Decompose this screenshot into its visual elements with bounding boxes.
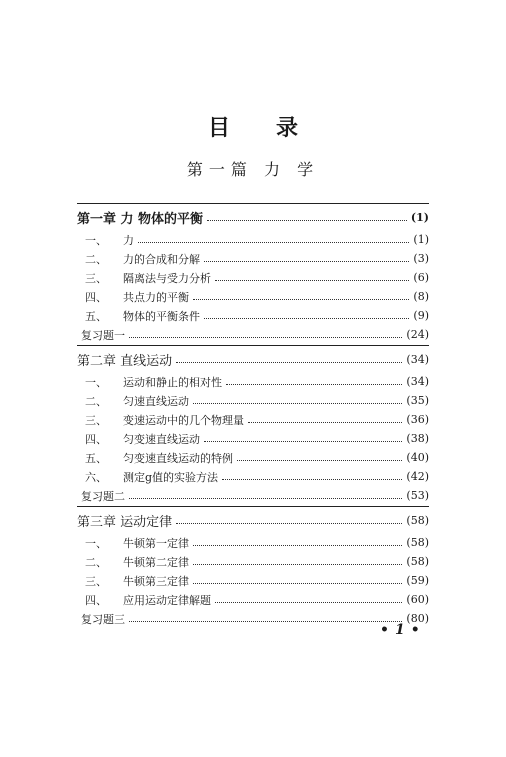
dot-leader xyxy=(129,337,402,338)
entry-number: 二、 xyxy=(85,555,107,569)
page-number: (58) xyxy=(406,536,429,549)
toc-entry[interactable] xyxy=(77,533,429,552)
folio-page-number: •1• xyxy=(380,622,426,638)
dot-leader xyxy=(193,545,402,546)
review-label: 复习题二 xyxy=(81,489,125,503)
entry-number: 四、 xyxy=(85,432,107,446)
dot-leader xyxy=(204,318,409,319)
page-number: (34) xyxy=(406,375,429,388)
toc-entry[interactable] xyxy=(77,429,429,448)
dot-leader xyxy=(176,362,402,363)
table-of-contents xyxy=(77,202,429,628)
toc-entry[interactable] xyxy=(77,268,429,287)
entry-label: 牛顿第三定律 xyxy=(123,574,189,588)
toc-chapter[interactable] xyxy=(77,508,429,533)
chapter-label: 第一章 力 物体的平衡 xyxy=(77,212,204,227)
page-number: (1) xyxy=(410,211,429,224)
page-number: (35) xyxy=(406,394,429,407)
toc-entry[interactable] xyxy=(77,552,429,571)
toc-entry[interactable] xyxy=(77,372,429,391)
page-number: (53) xyxy=(406,489,429,502)
entry-label: 牛顿第二定律 xyxy=(123,555,189,569)
toc-entry[interactable] xyxy=(77,571,429,590)
page-number: (42) xyxy=(406,470,429,483)
page-number: (59) xyxy=(406,574,429,587)
review-label: 复习题一 xyxy=(81,328,125,342)
toc-review[interactable] xyxy=(77,486,429,505)
entry-number: 四、 xyxy=(85,290,107,304)
dot-leader xyxy=(193,564,402,565)
dot-leader xyxy=(204,441,402,442)
entry-label: 变速运动中的几个物理量 xyxy=(123,413,244,427)
entry-label: 牛顿第一定律 xyxy=(123,536,189,550)
entry-number: 四、 xyxy=(85,593,107,607)
entry-number: 二、 xyxy=(85,394,107,408)
chapter-label: 第三章 运动定律 xyxy=(77,515,173,530)
entry-number: 五、 xyxy=(85,451,107,465)
dot-leader xyxy=(237,460,402,461)
chapter-divider xyxy=(77,345,429,346)
dot-leader xyxy=(129,498,402,499)
toc-entry[interactable] xyxy=(77,448,429,467)
dot-leader xyxy=(193,299,409,300)
dot-leader xyxy=(207,220,407,221)
page-number: (8) xyxy=(413,290,429,303)
entry-number: 六、 xyxy=(85,470,107,484)
toc-review[interactable] xyxy=(77,325,429,344)
review-label: 复习题三 xyxy=(81,612,125,626)
page-number: (9) xyxy=(413,309,429,322)
entry-label: 应用运动定律解题 xyxy=(123,593,211,607)
entry-label: 匀变速直线运动 xyxy=(123,432,200,446)
page-number: (6) xyxy=(413,271,429,284)
toc-entry[interactable] xyxy=(77,306,429,325)
page-number: (3) xyxy=(413,252,429,265)
toc-entry[interactable] xyxy=(77,590,429,609)
entry-number: 五、 xyxy=(85,309,107,323)
chapter-divider xyxy=(77,506,429,507)
dot-leader xyxy=(215,602,402,603)
part-title: 第一篇 力 学 xyxy=(186,160,320,179)
toc-entry[interactable] xyxy=(77,287,429,306)
page-number: (36) xyxy=(406,413,429,426)
toc-entry[interactable] xyxy=(77,467,429,486)
page-number: (24) xyxy=(406,328,429,341)
entry-label: 力 xyxy=(123,233,134,247)
toc-entry[interactable] xyxy=(77,249,429,268)
entry-number: 一、 xyxy=(85,375,107,389)
entry-label: 共点力的平衡 xyxy=(123,290,189,304)
dot-leader xyxy=(204,261,409,262)
page-number: (1) xyxy=(413,233,429,246)
dot-leader xyxy=(248,422,402,423)
toc-entry[interactable] xyxy=(77,410,429,429)
toc-chapter[interactable] xyxy=(77,347,429,372)
entry-label: 物体的平衡条件 xyxy=(123,309,200,323)
dot-leader xyxy=(226,384,402,385)
page-number: (34) xyxy=(406,353,429,366)
entry-label: 匀速直线运动 xyxy=(123,394,189,408)
dot-leader xyxy=(193,403,402,404)
dot-leader xyxy=(138,242,409,243)
dot-leader xyxy=(222,479,402,480)
entry-number: 三、 xyxy=(85,413,107,427)
page-number: (60) xyxy=(406,593,429,606)
entry-number: 一、 xyxy=(85,233,107,247)
toc-entry[interactable] xyxy=(77,391,429,410)
entry-label: 隔离法与受力分析 xyxy=(123,271,211,285)
chapter-label: 第二章 直线运动 xyxy=(77,354,173,369)
toc-entry[interactable] xyxy=(77,230,429,249)
dot-leader xyxy=(193,583,402,584)
entry-label: 测定g值的实验方法 xyxy=(123,470,219,484)
page-number: (38) xyxy=(406,432,429,445)
entry-number: 三、 xyxy=(85,271,107,285)
dot-leader xyxy=(129,621,402,622)
entry-label: 运动和静止的相对性 xyxy=(123,375,222,389)
page-number: (80) xyxy=(406,612,429,625)
chapter-divider xyxy=(77,203,429,204)
entry-number: 一、 xyxy=(85,536,107,550)
entry-number: 二、 xyxy=(85,252,107,266)
page-number: (58) xyxy=(406,514,429,527)
toc-review[interactable] xyxy=(77,609,429,628)
toc-chapter[interactable] xyxy=(77,205,429,230)
dot-leader xyxy=(215,280,409,281)
dot-leader xyxy=(176,523,402,524)
page-number: (40) xyxy=(406,451,429,464)
entry-number: 三、 xyxy=(85,574,107,588)
page-title: 目录 xyxy=(207,116,344,141)
entry-label: 匀变速直线运动的特例 xyxy=(123,451,233,465)
page-number: (58) xyxy=(406,555,429,568)
entry-label: 力的合成和分解 xyxy=(123,252,200,266)
